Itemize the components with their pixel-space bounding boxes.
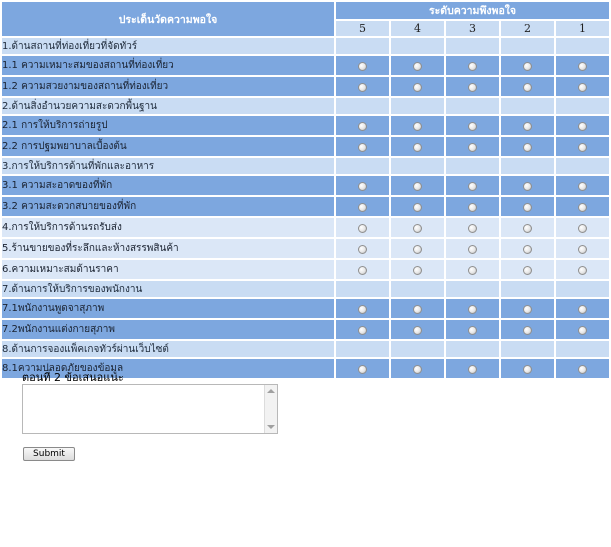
option-cell <box>556 341 609 357</box>
option-cell[interactable] <box>391 197 444 216</box>
option-cell <box>556 98 609 114</box>
option-cell[interactable] <box>556 218 609 237</box>
option-cell <box>501 341 554 357</box>
suggestion-textarea[interactable] <box>22 384 278 434</box>
option-cell <box>391 98 444 114</box>
option-cell[interactable] <box>336 197 389 216</box>
rating-radio-2[interactable] <box>523 83 532 92</box>
rating-radio-5[interactable] <box>358 266 367 275</box>
rating-radio-4[interactable] <box>413 203 422 212</box>
rating-radio-1[interactable] <box>578 143 587 152</box>
level-header-4: 4 <box>391 21 444 36</box>
rating-radio-1[interactable] <box>578 305 587 314</box>
question-row <box>2 77 609 96</box>
option-cell[interactable] <box>336 218 389 237</box>
rating-radio-5[interactable] <box>358 365 367 374</box>
row-label: 1.ด้านสถานที่ท่องเที่ยวที่จัดทัวร์ <box>2 38 334 54</box>
question-row <box>2 320 609 339</box>
rating-radio-5[interactable] <box>358 203 367 212</box>
submit-button[interactable]: Submit <box>23 447 75 461</box>
rating-radio-1[interactable] <box>578 224 587 233</box>
rating-radio-3[interactable] <box>468 62 477 71</box>
rating-radio-3[interactable] <box>468 245 477 254</box>
rating-radio-4[interactable] <box>413 266 422 275</box>
rating-radio-4[interactable] <box>413 83 422 92</box>
option-cell <box>446 158 499 174</box>
option-cell[interactable] <box>336 320 389 339</box>
section-row <box>2 158 609 174</box>
rating-radio-2[interactable] <box>523 62 532 71</box>
option-cell[interactable] <box>391 77 444 96</box>
rating-radio-2[interactable] <box>523 182 532 191</box>
option-cell <box>501 158 554 174</box>
rating-radio-5[interactable] <box>358 83 367 92</box>
option-cell[interactable] <box>391 260 444 279</box>
rating-radio-5[interactable] <box>358 62 367 71</box>
option-cell[interactable] <box>336 77 389 96</box>
option-cell[interactable] <box>336 299 389 318</box>
option-cell[interactable] <box>501 137 554 156</box>
option-cell[interactable] <box>501 176 554 195</box>
rating-radio-4[interactable] <box>413 143 422 152</box>
option-cell[interactable] <box>391 218 444 237</box>
rating-radio-3[interactable] <box>468 143 477 152</box>
rating-radio-2[interactable] <box>523 122 532 131</box>
option-cell <box>391 341 444 357</box>
option-cell[interactable] <box>446 116 499 135</box>
option-cell[interactable] <box>446 137 499 156</box>
rating-radio-3[interactable] <box>468 224 477 233</box>
option-cell <box>391 281 444 297</box>
row-label: 1.2 ความสวยงามของสถานที่ท่องเที่ยว <box>2 77 334 96</box>
level-header-2: 2 <box>501 21 554 36</box>
rating-radio-5[interactable] <box>358 326 367 335</box>
option-cell <box>446 341 499 357</box>
rating-radio-5[interactable] <box>358 182 367 191</box>
option-cell[interactable] <box>556 299 609 318</box>
row-label: 5.ร้านขายของที่ระลึกและห้างสรรพสินค้า <box>2 239 334 258</box>
row-label: 3.1 ความสะอาดของที่พัก <box>2 176 334 195</box>
option-cell[interactable] <box>501 260 554 279</box>
rating-radio-5[interactable] <box>358 143 367 152</box>
option-cell[interactable] <box>446 77 499 96</box>
rating-radio-1[interactable] <box>578 83 587 92</box>
question-row <box>2 176 609 195</box>
row-label: 2.ด้านสิ่งอำนวยความสะดวกพื้นฐาน <box>2 98 334 114</box>
question-row <box>2 218 609 237</box>
option-cell[interactable] <box>501 197 554 216</box>
option-cell[interactable] <box>556 197 609 216</box>
row-label: 6.ความเหมาะสมด้านราคา <box>2 260 334 279</box>
rating-radio-3[interactable] <box>468 203 477 212</box>
option-cell[interactable] <box>446 56 499 75</box>
option-cell[interactable] <box>556 77 609 96</box>
level-header-5: 5 <box>336 21 389 36</box>
option-cell[interactable] <box>446 218 499 237</box>
question-row <box>2 239 609 258</box>
option-cell[interactable] <box>501 239 554 258</box>
option-cell <box>501 98 554 114</box>
option-cell[interactable] <box>501 218 554 237</box>
rating-radio-3[interactable] <box>468 122 477 131</box>
option-cell <box>556 281 609 297</box>
row-label: 2.2 การปฐมพยาบาลเบื้องต้น <box>2 137 334 156</box>
option-cell[interactable] <box>501 116 554 135</box>
option-cell[interactable] <box>336 176 389 195</box>
section-row <box>2 341 609 357</box>
scroll-down-arrow-icon[interactable] <box>267 425 275 429</box>
row-label: 2.1 การให้บริการถ่ายรูป <box>2 116 334 135</box>
row-label: 3.การให้บริการด้านที่พักและอาหาร <box>2 158 334 174</box>
rating-radio-4[interactable] <box>413 326 422 335</box>
question-row <box>2 56 609 75</box>
level-header-3: 3 <box>446 21 499 36</box>
option-cell <box>556 158 609 174</box>
option-cell[interactable] <box>391 320 444 339</box>
option-cell[interactable] <box>446 260 499 279</box>
option-cell[interactable] <box>556 359 609 378</box>
option-cell <box>446 38 499 54</box>
option-cell <box>501 38 554 54</box>
option-cell[interactable] <box>391 56 444 75</box>
rating-radio-2[interactable] <box>523 305 532 314</box>
option-cell <box>336 98 389 114</box>
question-row <box>2 299 609 318</box>
scroll-up-arrow-icon[interactable] <box>267 389 275 393</box>
option-cell[interactable] <box>446 299 499 318</box>
option-cell[interactable] <box>336 239 389 258</box>
rating-radio-1[interactable] <box>578 326 587 335</box>
textarea-scrollbar[interactable] <box>264 385 277 433</box>
rating-radio-4[interactable] <box>413 224 422 233</box>
suggestion-section-label: ตอนที่ 2 ข้อเสนอแนะ <box>22 371 124 384</box>
rating-radio-1[interactable] <box>578 182 587 191</box>
rating-radio-4[interactable] <box>413 62 422 71</box>
section-row <box>2 281 609 297</box>
rating-radio-4[interactable] <box>413 305 422 314</box>
row-label: 7.2พนักงานแต่งกายสุภาพ <box>2 320 334 339</box>
option-cell[interactable] <box>336 137 389 156</box>
row-label: 4.การให้บริการด้านรถรับส่ง <box>2 218 334 237</box>
option-cell[interactable] <box>501 320 554 339</box>
option-cell <box>446 281 499 297</box>
rating-radio-3[interactable] <box>468 326 477 335</box>
question-row <box>2 260 609 279</box>
option-cell[interactable] <box>446 176 499 195</box>
rating-radio-4[interactable] <box>413 122 422 131</box>
rating-radio-3[interactable] <box>468 182 477 191</box>
option-cell[interactable] <box>556 137 609 156</box>
rating-radio-1[interactable] <box>578 62 587 71</box>
option-cell[interactable] <box>391 299 444 318</box>
rating-radio-1[interactable] <box>578 203 587 212</box>
rating-radio-4[interactable] <box>413 182 422 191</box>
row-label: 7.ด้านการให้บริการของพนักงาน <box>2 281 334 297</box>
option-cell[interactable] <box>336 359 389 378</box>
rating-radio-1[interactable] <box>578 245 587 254</box>
option-cell[interactable] <box>556 320 609 339</box>
row-label: 8.1ความปลอดภัยของข้อมูล <box>2 359 334 378</box>
option-cell[interactable] <box>501 299 554 318</box>
option-cell[interactable] <box>501 359 554 378</box>
row-label: 8.ด้านการจองแพ็คเกจทัวร์ผ่านเว็บไซต์ <box>2 341 334 357</box>
rating-radio-2[interactable] <box>523 326 532 335</box>
option-cell[interactable] <box>336 56 389 75</box>
rating-radio-5[interactable] <box>358 224 367 233</box>
survey-rows <box>2 38 609 378</box>
option-cell <box>336 341 389 357</box>
section-row <box>2 38 609 54</box>
question-row <box>2 116 609 135</box>
option-cell[interactable] <box>391 359 444 378</box>
rating-radio-2[interactable] <box>523 266 532 275</box>
option-cell[interactable] <box>391 239 444 258</box>
option-cell[interactable] <box>446 239 499 258</box>
rating-radio-5[interactable] <box>358 305 367 314</box>
row-label: 7.1พนักงานพูดจาสุภาพ <box>2 299 334 318</box>
rating-radio-2[interactable] <box>523 143 532 152</box>
option-cell[interactable] <box>336 116 389 135</box>
row-label: 1.1 ความเหมาะสมของสถานที่ท่องเที่ยว <box>2 56 334 75</box>
option-cell[interactable] <box>391 176 444 195</box>
option-cell <box>336 38 389 54</box>
rating-radio-3[interactable] <box>468 266 477 275</box>
option-cell[interactable] <box>501 56 554 75</box>
option-cell <box>391 38 444 54</box>
rating-radio-1[interactable] <box>578 365 587 374</box>
option-cell <box>446 98 499 114</box>
option-cell <box>391 158 444 174</box>
option-cell[interactable] <box>446 197 499 216</box>
rating-radio-3[interactable] <box>468 83 477 92</box>
option-cell[interactable] <box>391 116 444 135</box>
rating-radio-2[interactable] <box>523 224 532 233</box>
option-cell[interactable] <box>446 320 499 339</box>
option-cell[interactable] <box>556 260 609 279</box>
rating-radio-1[interactable] <box>578 266 587 275</box>
rating-radio-2[interactable] <box>523 365 532 374</box>
level-header-1: 1 <box>556 21 609 36</box>
option-cell <box>336 281 389 297</box>
section-row <box>2 98 609 114</box>
option-cell[interactable] <box>446 359 499 378</box>
option-cell[interactable] <box>556 176 609 195</box>
rating-radio-4[interactable] <box>413 365 422 374</box>
row-label: 3.2 ความสะดวกสบายของที่พัก <box>2 197 334 216</box>
option-cell[interactable] <box>391 137 444 156</box>
option-cell[interactable] <box>501 77 554 96</box>
option-cell[interactable] <box>556 56 609 75</box>
satisfaction-level-header: ระดับความพึงพอใจ <box>336 2 609 19</box>
option-cell <box>501 281 554 297</box>
criteria-header: ประเด็นวัดความพอใจ <box>2 2 334 36</box>
rating-radio-5[interactable] <box>358 245 367 254</box>
rating-radio-2[interactable] <box>523 203 532 212</box>
option-cell[interactable] <box>336 260 389 279</box>
option-cell[interactable] <box>556 116 609 135</box>
question-row <box>2 137 609 156</box>
option-cell <box>556 38 609 54</box>
rating-radio-5[interactable] <box>358 122 367 131</box>
rating-radio-1[interactable] <box>578 122 587 131</box>
option-cell <box>336 158 389 174</box>
rating-radio-2[interactable] <box>523 245 532 254</box>
question-row <box>2 197 609 216</box>
rating-radio-4[interactable] <box>413 245 422 254</box>
rating-radio-3[interactable] <box>468 365 477 374</box>
option-cell[interactable] <box>556 239 609 258</box>
rating-radio-3[interactable] <box>468 305 477 314</box>
